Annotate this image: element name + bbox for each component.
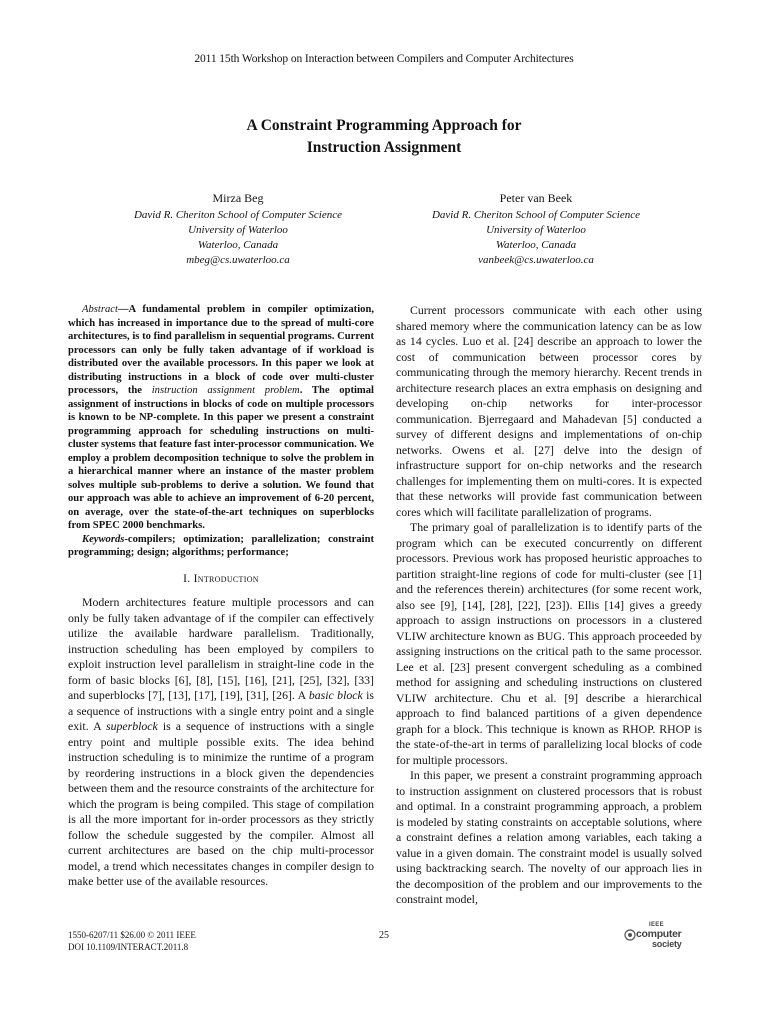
logo-society-text: society [652,939,682,949]
author-block-2 [386,191,686,268]
paragraph-text: is a sequence of instructions with a single entry point and multiple possible exits. The idea behind instruction scheduling is to minimize the runtime of a program by reordering instructions in a block given the dependencies between them and the resource constraints of the architecture for which the program is being compiled. This stage of compilation is all the more important for in-order processors as they strictly follow the schedule suggested by the compiler. Almost all current architectures are based on the chip multi-processor model, a trend which necessitates changes in compiler design to make better use of the available resources. [68,719,374,888]
author-email: mbeg@cs.uwaterloo.ca [186,254,290,266]
section-heading [68,572,374,588]
page-number: 25 [379,930,389,941]
author-department: David R. Cheriton School of Computer Science [431,209,641,221]
footer-issn: 1550-6207/11 $26.00 © 2011 IEEE [68,930,196,940]
abstract [68,303,374,533]
ieee-computer-society-logo [624,922,704,952]
author-department: David R. Cheriton School of Computer Science [133,209,343,221]
logo-ieee-text: IEEE [649,922,664,928]
footer-doi: DOI 10.1109/INTERACT.2011.8 [68,941,189,952]
left-column [68,303,374,890]
author-block-1 [88,191,388,268]
keywords [68,533,374,560]
paragraph-text: is a sequence of instructions with a single entry point and a single exit. A [68,688,374,733]
paragraph-text: Modern architectures feature multiple processors and can only be fully taken advantage of if the compiler can effectively utilize the available hardware parallelism. Traditionally, instruction scheduling has been employed by compilers to exploit instruction level parallelism in straight-line code in the form of basic blocks [6], [8], [15], [16], [21], [25], [32], [33] and superblocks [7], [13], [17], [19], [31], [26]. A [68,595,374,702]
author-university: University of Waterloo [188,224,288,236]
section-title: Introduction [193,572,259,585]
title-line-1: A Constraint Programming Approach for [246,117,522,134]
term-basic-block: basic block [308,688,363,702]
conference-header: 2011 15th Workshop on Interaction between Compilers and Computer Architectures [194,53,574,65]
logo-mark-icon [624,929,636,941]
keywords-text: -compilers; optimization; parallelization; constraint programming; design; algorithms; performance; [68,533,374,558]
section-number: I. [183,572,191,585]
intro-paragraph-3: The primary goal of parallelization is to identify parts of the program which can be executed concurrently on different processors. Previous work has proposed heuristic approaches to partition straight-line regions of code for multi-cluster (see [1] and the references therein) architectures (for some recent work, also see [9], [14], [28], [22], [23]). Ellis [14] gives a greedy approach to assign instructions on processors in a clustered VLIW architecture known as BUG. This approach proceeded by assigning instructions on the critical path to the same processor. Lee et al. [23] present convergent scheduling as a combined method for assigning and scheduling instructions on clustered VLIW architecture. Chu et al. [9] describe a hierarchical approach to find balanced partitions of a given dependence graph for a block. This technique is known as RHOP. RHOP is the state-of-the-art in terms of parallelizing local blocks of code for multiple processors. [396,520,702,767]
author-university: University of Waterloo [486,224,586,236]
intro-paragraph-4: In this paper, we present a constraint programming approach to instruction assignment on clustered processors that is robust and optimal. In a constraint programming approach, a problem is modeled by stating constraints on acceptable solutions, where a constraint defines a relation among variables, each taking a value in a given domain. The constraint model is usually solved using backtracking search. The novelty of our approach lies in the decomposition of the problem and our improvements to the constraint model, [396,768,702,906]
title-line-2: Instruction Assignment [306,139,462,156]
intro-paragraph-1 [68,595,374,890]
abstract-text-2: . The optimal assignment of instructions in blocks of code on multiple processors is known to be NP-complete. In this paper we present a constraint programming approach for scheduling instructions on multi-cluster systems that feature fast inter-processor communication. We employ a problem decomposition technique to solve the problem in a hierarchical manner where an instance of the master problem solves multiple sub-problems to derive a solution. We found that our approach was able to achieve an improvement of 6-20 percent, on average, over the state-of-the-art techniques on superblocks from SPEC 2000 benchmarks. [68,385,374,531]
author-email: vanbeek@cs.uwaterloo.ca [478,254,594,266]
author-location: Waterloo, Canada [197,239,279,251]
intro-paragraph-2: Current processors communicate with each other using shared memory where the communication latency can be as low as 14 cycles. Luo et al. [24] describe an approach to lower the cost of communication between processor cores by communicating through the memory hierarchy. Recent trends in architecture research places an extra emphasis on designing and developing on-chip networks for inter-processor communication. Bjerregaard and Mahadevan [5] conducted a survey of different designs and implementations of on-chip networks. Owens et al. [27] delve into the design of infrastructure support for on-chip networks and the research challenges for implementing them on multi-cores. It is expected that these networks will provide fast communication between cores which will facilitate parallelization of programs. [396,303,702,519]
author-location: Waterloo, Canada [495,239,577,251]
right-column [396,303,702,908]
abstract-text-1: —A fundamental problem in compiler optimization, which has increased in importance due to the spread of multi-core architectures, is to find parallelism in sequential programs. Current processors can only be fully taken advantage of if workload is distributed over the available processors. In this paper we look at distributing instructions in a block of code over multi-cluster processors, the [68,304,374,396]
abstract-term: instruction assignment problem [151,385,300,396]
footer-copyright [68,930,196,953]
author-name: Peter van Beek [499,191,573,205]
logo-computer-text: computer [636,928,682,940]
paper-title [0,115,768,159]
abstract-label: Abstract [82,304,118,315]
author-name: Mirza Beg [212,191,264,205]
keywords-label: Keywords [82,533,125,545]
term-superblock: superblock [106,719,158,733]
